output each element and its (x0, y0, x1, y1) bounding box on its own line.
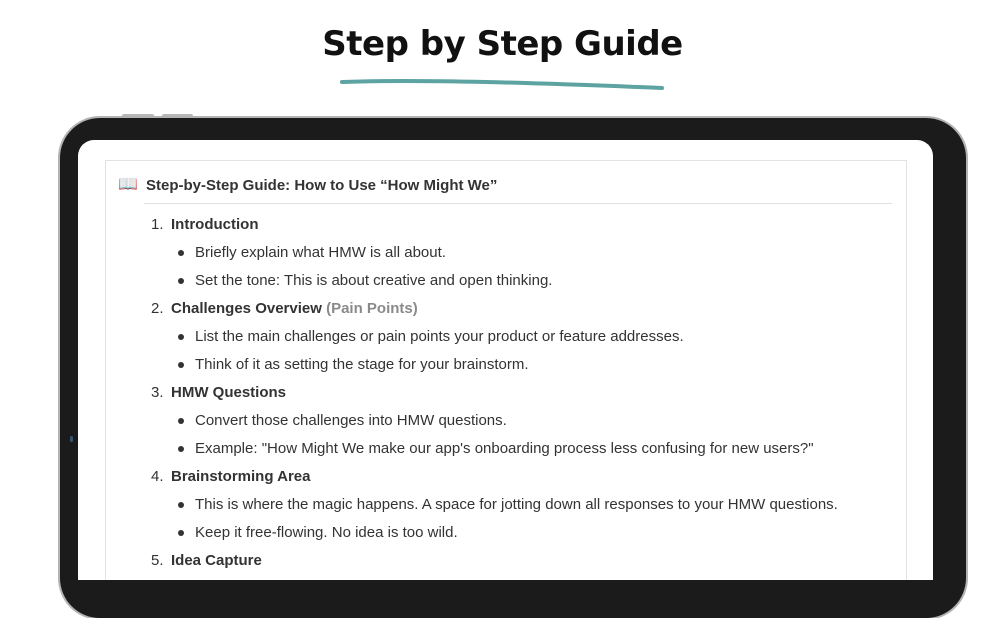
bullet-item (178, 271, 552, 291)
tablet-screen (78, 140, 933, 580)
list-item (151, 551, 262, 571)
section-title: Brainstorming Area (171, 468, 311, 485)
section-title-suffix: (Pain Points) (321, 300, 418, 317)
list-item (151, 299, 418, 319)
tablet-camera-dot (70, 436, 73, 442)
bullet-icon (178, 530, 184, 536)
bullet-icon (178, 418, 184, 424)
bullet-item (178, 355, 529, 375)
document-card (105, 160, 907, 580)
bullet-icon (178, 250, 184, 256)
list-item (151, 215, 258, 235)
bullet-item (178, 523, 458, 543)
bullet-text: This is where the magic happens. A space for jotting down all responses to your HMW questions. (195, 496, 838, 513)
section-title: Idea Capture (171, 552, 262, 569)
section-title: HMW Questions (171, 384, 286, 401)
bullet-item (178, 327, 684, 347)
section-title: Introduction (171, 216, 259, 233)
open-book-icon: 📖 (118, 176, 138, 193)
bullet-text: Briefly explain what HMW is all about. (195, 244, 446, 261)
bullet-item (178, 411, 507, 431)
bullet-item (178, 243, 446, 263)
bullet-text: List the main challenges or pain points your product or feature addresses. (195, 328, 684, 345)
bullet-icon (178, 362, 184, 368)
title-divider (144, 203, 892, 204)
list-item (151, 383, 286, 403)
list-number: 2. (151, 300, 164, 317)
bullet-text: Keep it free-flowing. No idea is too wild. (195, 524, 458, 541)
bullet-text: Set the tone: This is about creative and open thinking. (195, 272, 553, 289)
list-number: 5. (151, 552, 164, 569)
list-number: 1. (151, 216, 164, 233)
section-title: Challenges Overview (171, 300, 322, 317)
hero-title: Step by Step Guide (322, 24, 683, 64)
bullet-icon (178, 334, 184, 340)
bullet-text: Convert those challenges into HMW questions. (195, 412, 507, 429)
bullet-icon (178, 278, 184, 284)
bullet-icon (178, 446, 184, 452)
document-title: Step-by-Step Guide: How to Use “How Might We” (146, 177, 498, 194)
bullet-item (178, 439, 814, 459)
bullet-text: Example: "How Might We make our app's onboarding process less confusing for new users?" (195, 440, 814, 457)
list-number: 3. (151, 384, 164, 401)
bullet-icon (178, 502, 184, 508)
list-number: 4. (151, 468, 164, 485)
bullet-text: Think of it as setting the stage for your brainstorm. (195, 356, 529, 373)
title-underline (340, 76, 666, 92)
list-item (151, 467, 310, 487)
bullet-item (178, 495, 838, 515)
